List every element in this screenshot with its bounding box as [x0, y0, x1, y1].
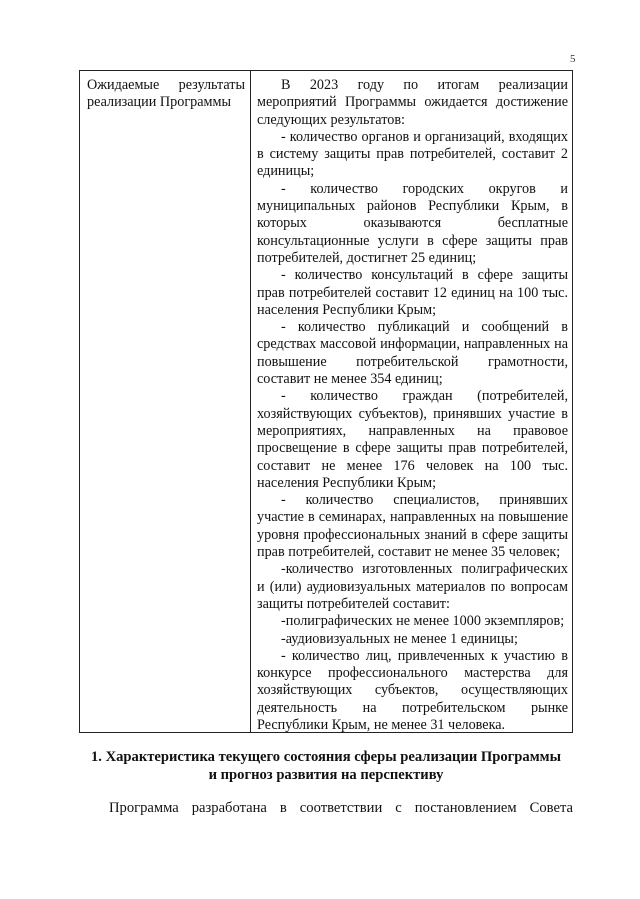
section-heading	[79, 748, 573, 784]
result-item: - количество специалистов, принявших участие в семинарах, направленных на повышение уровня профессиональных знаний в сфере защиты прав потребителей, составит не менее 35 человек;	[257, 492, 568, 561]
result-item: - количество граждан (потребителей, хозяйствующих субъектов), принявших участие в мероприятиях, направленных на правовое просвещение в сфере защиты прав потребителей, составит не менее 176 человек на 100 тыс. населения Республики Крым;	[257, 388, 568, 491]
section-body-paragraph: Программа разработана в соответствии с постановлением Совета	[109, 800, 573, 816]
result-item: - количество консультаций в сфере защиты прав потребителей составит 12 единиц на 100 тыс. населения Республики Крым;	[257, 267, 568, 318]
result-item: -количество изготовленных полиграфических и (или) аудиовизуальных материалов по вопросам защиты потребителей составит:	[257, 561, 568, 612]
results-intro-paragraph: В 2023 году по итогам реализации мероприятий Программы ожидается достижение следующих результатов:	[257, 77, 568, 128]
table-label-cell: Ожидаемые результаты реализации Программы	[87, 77, 245, 111]
result-subitem: -аудиовизуальных не менее 1 единицы;	[281, 630, 518, 647]
table-content-cell	[257, 77, 568, 734]
table-column-divider	[250, 71, 251, 732]
result-item: - количество органов и организаций, входящих в систему защиты прав потребителей, составит 2 единицы;	[257, 128, 568, 180]
section-heading-line-1: 1. Характеристика текущего состояния сферы реализации Программы	[90, 749, 561, 765]
page-number: 5	[570, 53, 576, 65]
result-item: - количество городских округов и муниципальных районов Республики Крым, в которых оказываются бесплатные консультационные услуги в сфере защиты прав потребителей, достигнет 25 единиц;	[257, 180, 568, 266]
result-item: - количество публикаций и сообщений в средствах массовой информации, направленных на повышение потребительской грамотности, составит не менее 354 единиц;	[257, 319, 568, 388]
results-table	[79, 70, 573, 733]
result-subitem: -полиграфических не менее 1000 экземпляров;	[281, 613, 565, 630]
section-heading-line-2: и прогноз развития на перспективу	[208, 767, 444, 783]
result-item: - количество лиц, привлеченных к участию в конкурсе профессионального мастерства для хозяйствующих субъектов, осуществляющих деятельность на потребительском рынке Республики Крым, не менее 31 человека.	[257, 647, 568, 733]
